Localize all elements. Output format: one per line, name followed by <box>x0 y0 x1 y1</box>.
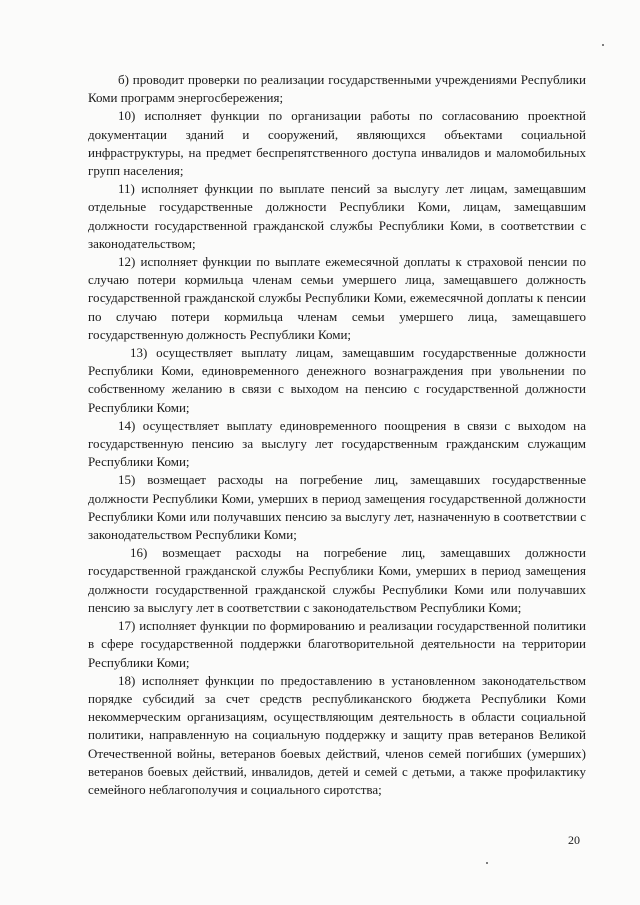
paragraph-10: 10) исполняет функции по организации работы по согласованию проектной документации зданий и сооружений, являющихся объектами социальной инфраструктуры, на предмет беспрепятственного доступа инвалидов и маломобильных групп населения; <box>88 108 586 179</box>
scan-speck <box>486 862 488 864</box>
paragraph-18: 18) исполняет функции по предоставлению в установленном законодательством порядке субсидий за счет средств республиканского бюджета Республики Коми некоммерческим организациям, осуществляющим деятельность в области социальной политики, направленную на социальную поддержку и защиту прав ветеранов Великой Отечественной войны, ветеранов боевых действий, членов семей погибших (умерших) ветеранов боевых действий, инвалидов, детей и семей с детьми, а также профилактику семейного неблагополучия и социального сиротства; <box>88 672 586 797</box>
page-number: 20 <box>568 833 580 847</box>
paragraph-11: 11) исполняет функции по выплате пенсий за выслугу лет лицам, замещавшим отдельные государственные должности Республики Коми, лицам, замещавшим должности государственной гражданской службы Республики Коми, в соответствии с законодательством; <box>88 181 586 251</box>
paragraph-13: 13) осуществляет выплату лицам, замещавшим государственные должности Республики Коми, единовременного денежного вознаграждения при увольнении по собственному желанию в связи с выходом на пенсию с государственной должности Республики Коми; <box>88 345 586 415</box>
paragraph-14: 14) осуществляет выплату единовременного поощрения в связи с выходом на государственную пенсию за выслугу лет государственным гражданским служащим Республики Коми; <box>88 417 586 470</box>
paragraph-b: б) проводит проверки по реализации государственными учреждениями Республики Коми программ энергосбережения; <box>88 72 586 106</box>
document-body <box>88 71 586 799</box>
scan-speck <box>602 44 604 46</box>
paragraph-16: 16) возмещает расходы на погребение лиц, замещавших должности государственной гражданской службы Республики Коми, умерших в период замещения должности государственной гражданской службы Республики Коми или получавших пенсию за выслугу лет в соответствии с законодательством Республики Коми; <box>88 545 586 615</box>
paragraph-12: 12) исполняет функции по выплате ежемесячной доплаты к страховой пенсии по случаю потери кормильца членам семьи умершего лица, замещавшего должность государственной гражданской службы Республики Коми, ежемесячной доплаты к пенсии по случаю потери кормильца членам семьи умершего лица, замещавшего государственную должность Республики Коми; <box>88 254 586 342</box>
paragraph-15: 15) возмещает расходы на погребение лиц, замещавших государственные должности Республики Коми, умерших в период замещения государственной должности Республики Коми или получавших пенсию за выслугу лет, назначенную в соответствии с законодательством Республики Коми; <box>88 472 586 543</box>
paragraph-17: 17) исполняет функции по формированию и реализации государственной политики в сфере государственной поддержки благотворительной деятельности на территории Республики Коми; <box>88 618 586 670</box>
